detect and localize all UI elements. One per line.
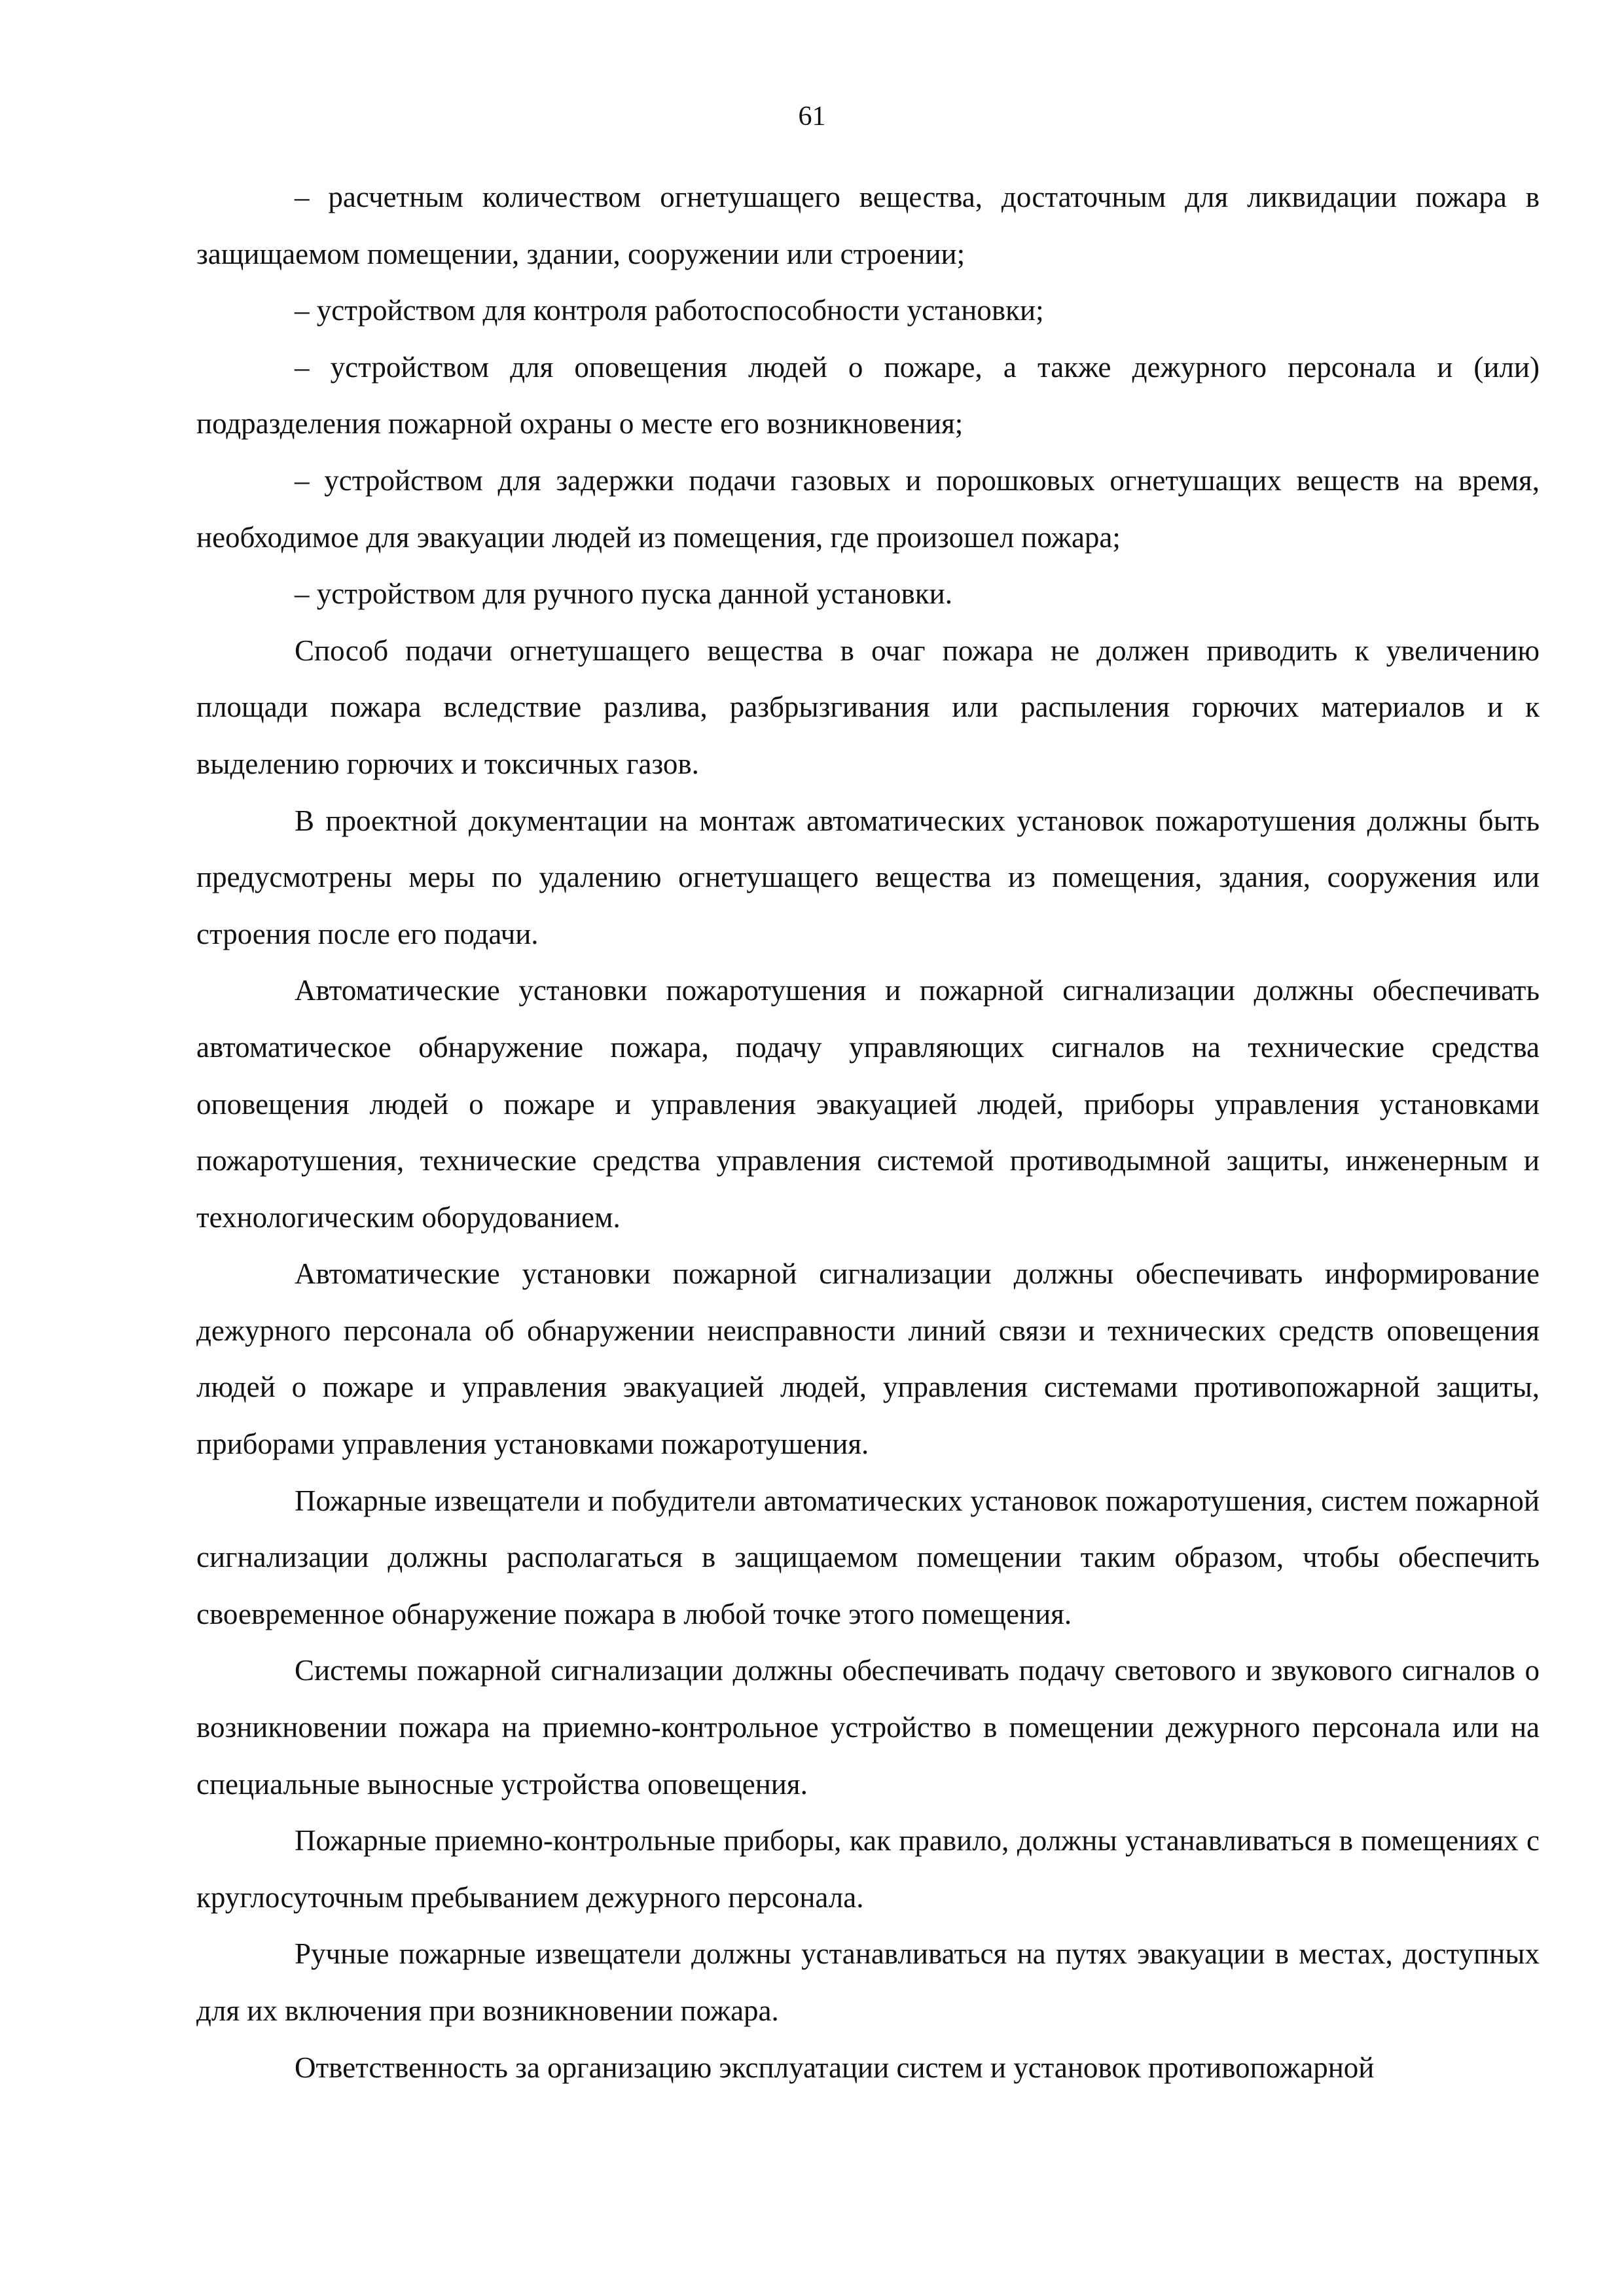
paragraph-fire-alarm-installations: Автоматические установки пожарной сигнализации должны обеспечивать информирование дежурного персонала об обнаружении неисправности линий связи и технических средств оповещения людей о пожаре и управления эвакуацией людей, управления системами противопожарной защиты, приборами управления установками пожаротушения. [196, 1257, 1540, 1461]
paragraph-agent-supply-method: Способ подачи огнетушащего вещества в очаг пожара не должен приводить к увеличению площади пожара вследствие разлива, разбрызгивания или распыления горючих материалов и к выделению горючих и токсичных газов. [196, 634, 1540, 780]
paragraph-fire-detectors: Пожарные извещатели и побудители автоматических установок пожаротушения, систем пожарной сигнализации должны располагаться в защищаемом помещении таким образом, чтобы обеспечить своевременное обнаружение пожара в любой точке этого помещения. [196, 1484, 1540, 1630]
list-item-extinguishing-agent-quantity: – расчетным количеством огнетушащего вещества, достаточным для ликвидации пожара в защищаемом помещении, здании, сооружении или строении; [196, 181, 1540, 270]
list-item-manual-start-device: – устройством для ручного пуска данной установки. [295, 577, 952, 611]
paragraph-control-panels: Пожарные приемно-контрольные приборы, как правило, должны устанавливаться в помещениях с круглосуточным пребыванием дежурного персонала. [196, 1824, 1540, 1914]
list-item-delay-device: – устройством для задержки подачи газовых и порошковых огнетушащих веществ на время, необходимое для эвакуации людей из помещения, где произошел пожара; [196, 463, 1540, 554]
paragraph-automatic-installations: Автоматические установки пожаротушения и пожарной сигнализации должны обеспечивать автоматическое обнаружение пожара, подачу управляющих сигналов на технические средства оповещения людей о пожаре и управления эвакуацией людей, приборы управления установками пожаротушения, технические средства управления системой противодымной защиты, инженерным и технологическим оборудованием. [196, 974, 1540, 1234]
list-item-performance-control-device: – устройством для контроля работоспособности установки; [295, 294, 1044, 327]
paragraph-manual-call-points: Ручные пожарные извещатели должны устанавливаться на путях эвакуации в местах, доступных для их включения при возникновении пожара. [196, 1937, 1540, 2027]
list-item-notification-device: – устройством для оповещения людей о пожаре, а также дежурного персонала и (или) подразделения пожарной охраны о месте его возникновения; [196, 350, 1540, 440]
paragraph-alarm-systems-signals: Системы пожарной сигнализации должны обеспечивать подачу светового и звукового сигналов о возникновении пожара на приемно-контрольное устройство в помещении дежурного персонала или на специальные выносные устройства оповещения. [196, 1654, 1540, 1801]
paragraph-project-documentation: В проектной документации на монтаж автоматических установок пожаротушения должны быть предусмотрены меры по удалению огнетушащего вещества из помещения, здания, сооружения или строения после его подачи. [196, 804, 1540, 950]
paragraph-responsibility: Ответственность за организацию эксплуатации систем и установок противопожарной [295, 2051, 1375, 2084]
document-body [196, 169, 1540, 2096]
page-number: 61 [798, 101, 826, 132]
